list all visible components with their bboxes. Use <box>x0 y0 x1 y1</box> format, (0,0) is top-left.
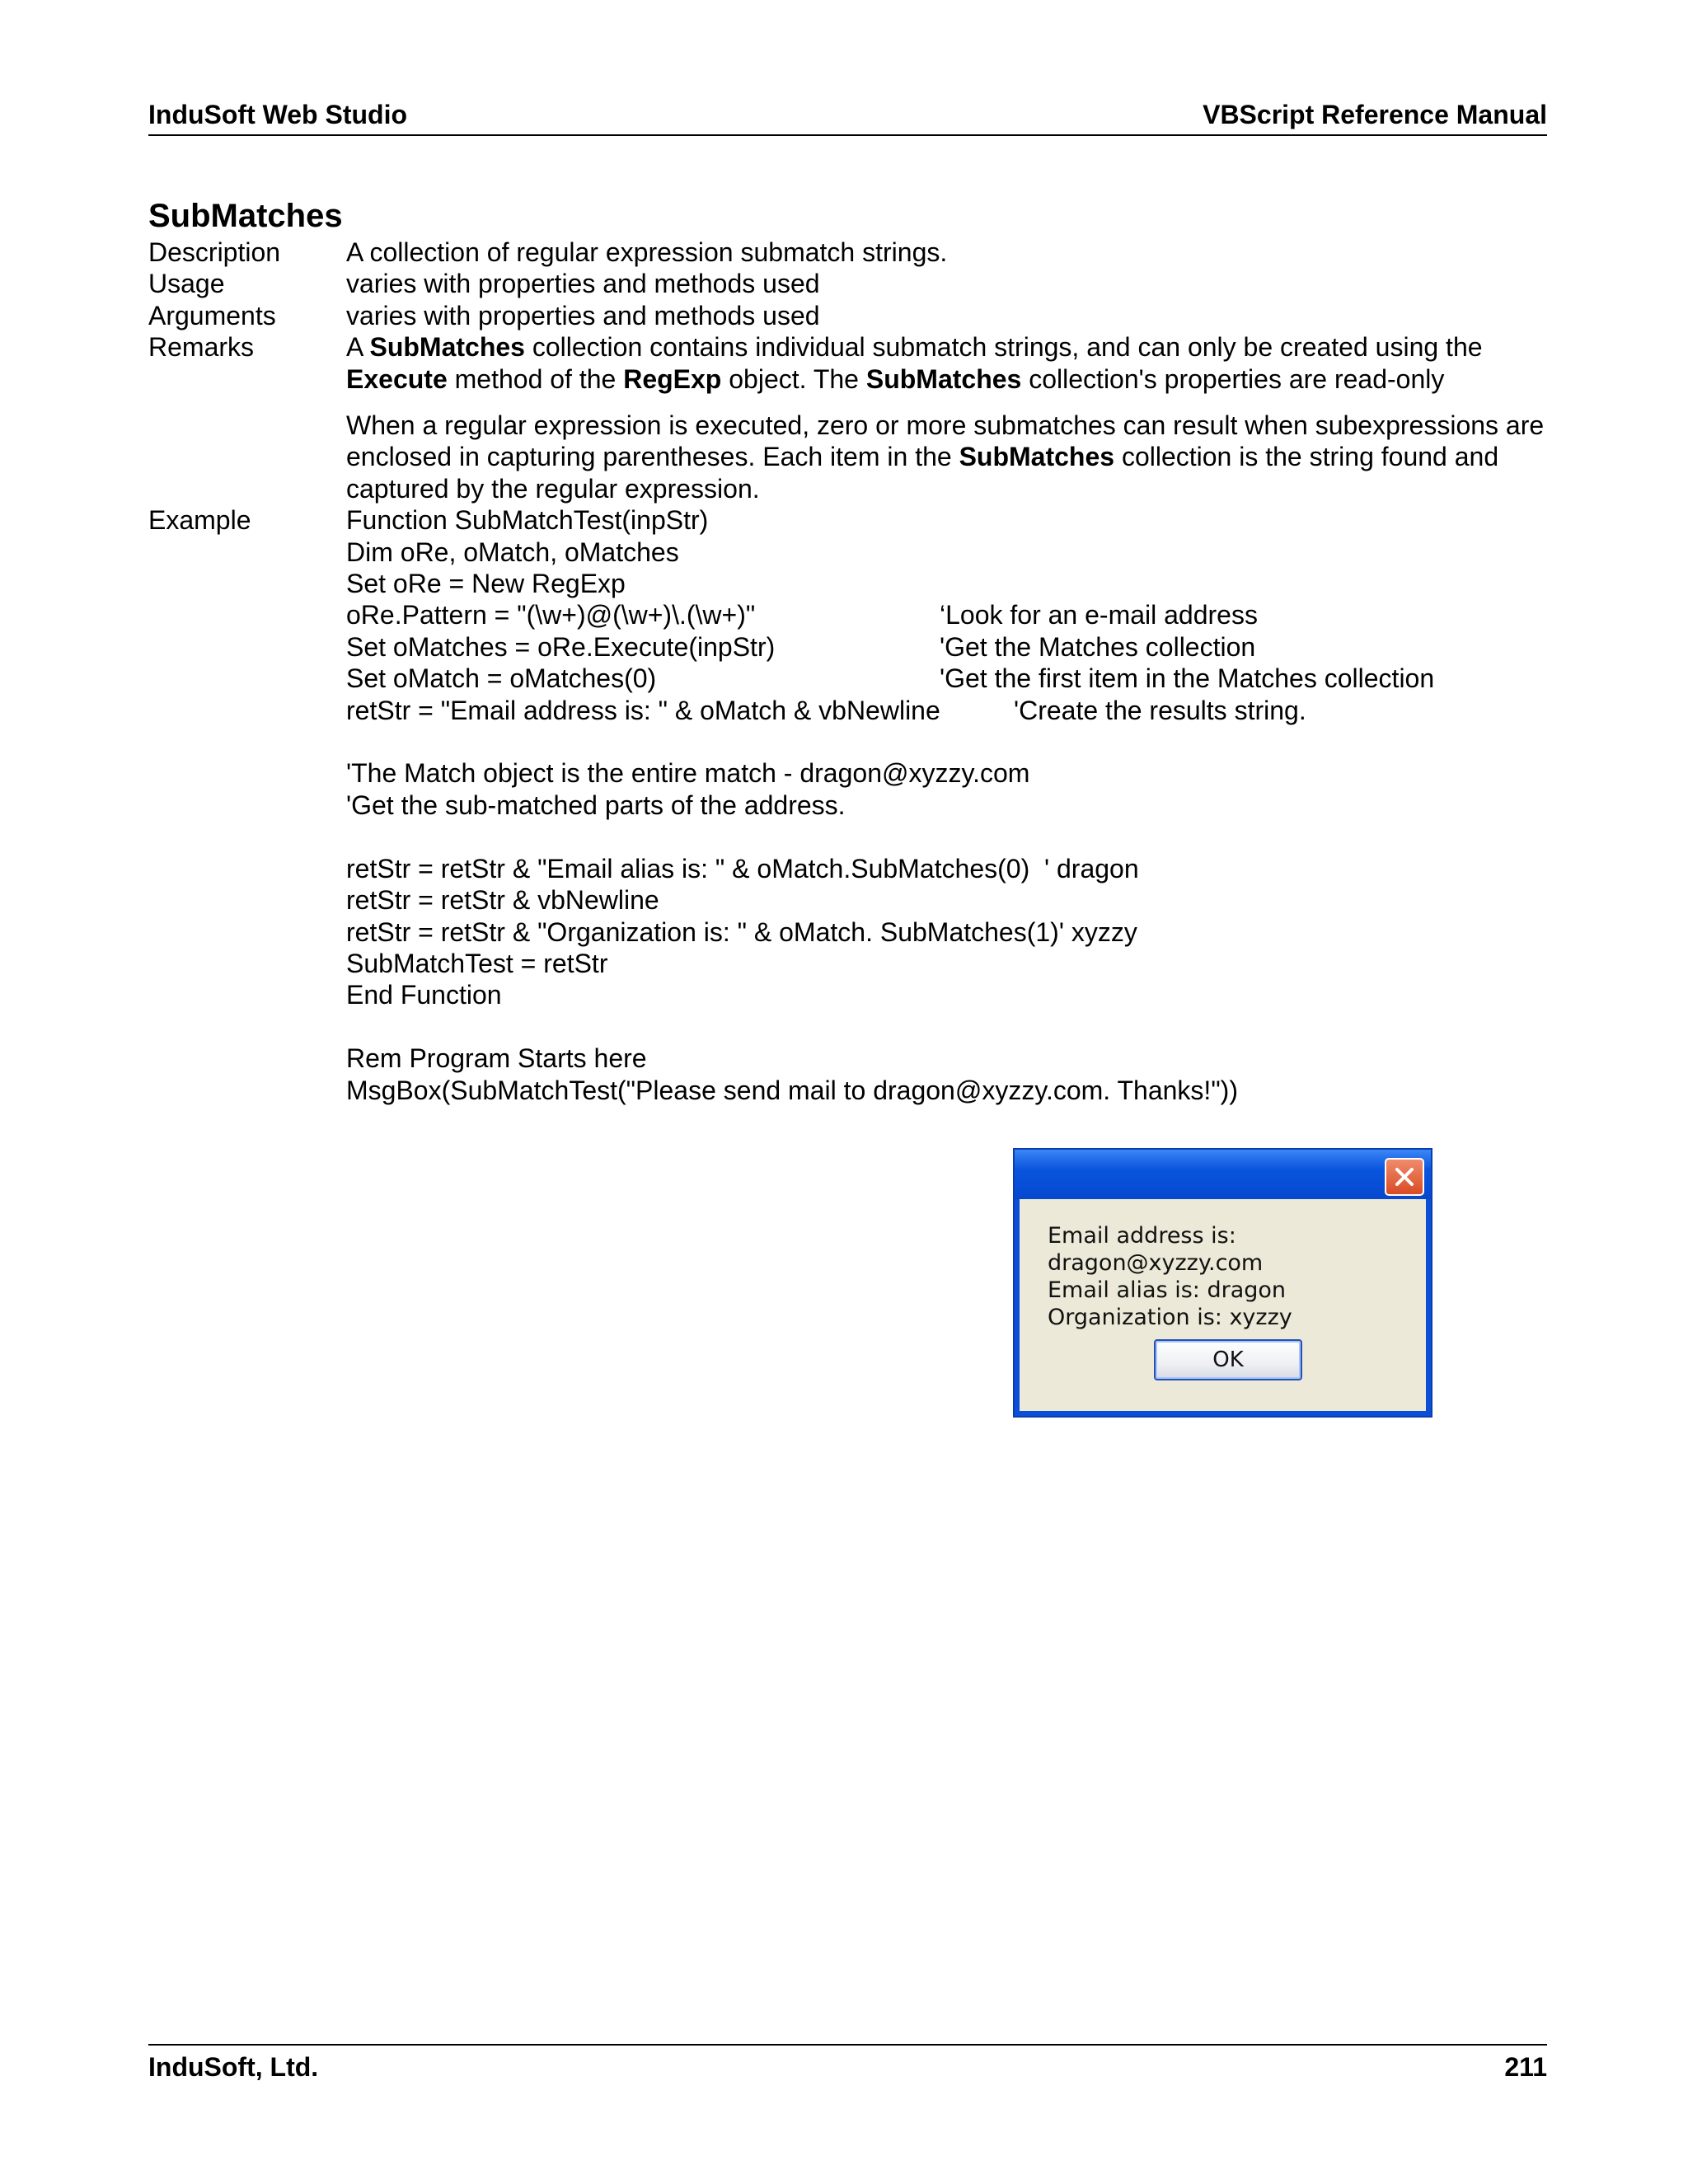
code-line: retStr = retStr & "Email alias is: " & oMatch.SubMatches(0) ' dragon <box>346 853 1139 883</box>
dialog-message <box>1048 1222 1426 1331</box>
example-code <box>346 504 1550 1106</box>
code-line: retStr = retStr & vbNewline <box>346 885 659 916</box>
remarks-row <box>148 331 1550 504</box>
ok-button[interactable]: OK <box>1154 1339 1302 1380</box>
code-line: 'Get the sub-matched parts of the address. <box>346 790 846 820</box>
arguments-label: Arguments <box>148 300 276 330</box>
code-line: End Function <box>346 980 502 1010</box>
code-line: Set oRe = New RegExp <box>346 569 626 599</box>
page-header <box>148 98 1547 136</box>
remarks-paragraph-1: A SubMatches collection contains individual submatch strings, and can only be created using the Execute method of the RegExp object. The SubMatches collection's properties are read-only <box>346 332 1483 394</box>
message-line: Email address is: dragon@xyzzy.com <box>1048 1223 1264 1276</box>
code-line: retStr = "Email address is: " & oMatch & vbNewline 'Create the results string. <box>346 695 1306 725</box>
code-comment: ‘Look for an e-mail address <box>940 600 1258 630</box>
description-text: A collection of regular expression submatch strings. <box>346 237 948 267</box>
page-footer <box>148 2044 1547 2083</box>
code-line: Dim oRe, oMatch, oMatches <box>346 537 679 567</box>
remarks-label: Remarks <box>148 332 255 363</box>
example-label: Example <box>148 505 251 536</box>
usage-text: varies with properties and methods used <box>346 269 820 299</box>
usage-row <box>148 268 1550 299</box>
code-comment: 'Get the Matches collection <box>940 631 1256 662</box>
definition-body <box>148 237 1550 1106</box>
header-product: InduSoft Web Studio <box>148 100 408 129</box>
arguments-text: varies with properties and methods used <box>346 300 820 330</box>
close-icon <box>1393 1165 1416 1188</box>
message-line: Email alias is: dragon <box>1048 1277 1287 1303</box>
dialog-content <box>1020 1199 1426 1411</box>
code-line: SubMatchTest = retStr <box>346 948 608 978</box>
example-row <box>148 504 1550 1106</box>
code-line: oRe.Pattern = "(\w+)@(\w+)\.(\w+)" ‘Look for an e-mail address <box>346 600 1258 630</box>
header-manual-title: VBScript Reference Manual <box>1203 100 1547 129</box>
message-line: Organization is: xyzzy <box>1048 1305 1292 1330</box>
message-box-dialog <box>1013 1148 1432 1418</box>
remarks-text <box>346 331 1550 504</box>
code-comment: 'Create the results string. <box>1014 695 1306 725</box>
code-line: MsgBox(SubMatchTest("Please send mail to dragon@xyzzy.com. Thanks!")) <box>346 1075 1238 1105</box>
remarks-paragraph-2: When a regular expression is executed, zero or more submatches can result when subexpressions are enclosed in capturing parentheses. Each item in the SubMatches collection is the string found and captured by the regular expression. <box>346 410 1545 504</box>
code-line: Set oMatch = oMatches(0) 'Get the first item in the Matches collection <box>346 663 1435 694</box>
close-button[interactable] <box>1385 1158 1424 1196</box>
footer-company: InduSoft, Ltd. <box>148 2052 319 2082</box>
description-row <box>148 237 1550 268</box>
code-line: Function SubMatchTest(inpStr) <box>346 505 709 536</box>
code-line: Rem Program Starts here <box>346 1043 647 1074</box>
dialog-titlebar[interactable] <box>1015 1150 1431 1199</box>
arguments-row <box>148 300 1550 331</box>
page-number: 211 <box>1504 2052 1547 2082</box>
code-line: Set oMatches = oRe.Execute(inpStr) 'Get the Matches collection <box>346 631 1256 662</box>
description-label: Description <box>148 237 281 267</box>
code-line: retStr = retStr & "Organization is: " & oMatch. SubMatches(1)' xyzzy <box>346 916 1137 947</box>
code-comment: 'Get the first item in the Matches collection <box>940 663 1435 694</box>
code-line: 'The Match object is the entire match - dragon@xyzzy.com <box>346 758 1030 789</box>
usage-label: Usage <box>148 269 225 299</box>
section-title: SubMatches <box>148 198 343 234</box>
